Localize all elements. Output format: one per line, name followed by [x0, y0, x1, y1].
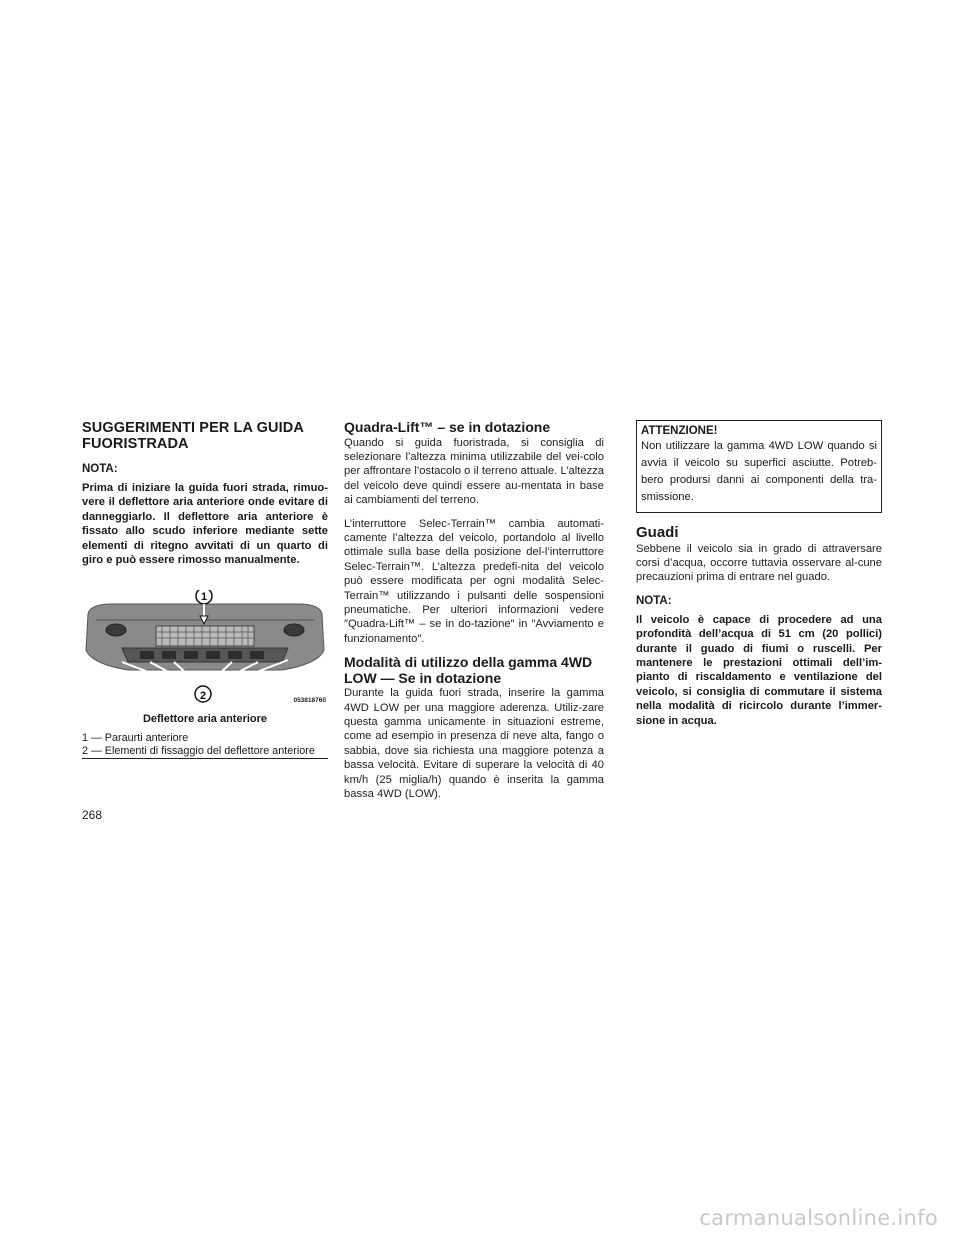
section-title-offroad: SUGGERIMENTI PER LA GUIDA FUORISTRADA	[82, 420, 304, 452]
column-left	[82, 420, 328, 759]
warning-title: ATTENZIONE!	[641, 425, 718, 437]
callout-1-label: 1	[200, 591, 208, 604]
legend-item: 2 — Elementi di fissaggio del deflettore anteriore	[82, 745, 315, 758]
front-air-dam-figure	[82, 590, 328, 710]
note-text: Il veicolo è capace di procedere ad una profondità dell’acqua di 51 cm (20 pollici) durante il guado di fiumi o ruscelli. Per mantenere le prestazioni ottimali dell’im-pianto di riscaldamento e ventilazione del veicolo, si consiglia di commutare il sistema nella modalità di ricircolo durante l’immer-sione in acqua.	[636, 613, 882, 727]
warning-box	[636, 420, 882, 513]
note-label: NOTA:	[82, 463, 118, 475]
warning-text: Non utilizzare la gamma 4WD LOW quando si avvia il veicolo su superfici asciutte. Potreb-bero prodursi danni ai componenti della tra-smissione.	[641, 440, 877, 503]
figure-legend	[82, 732, 328, 759]
figure-caption: Deflettore aria anteriore	[142, 713, 268, 726]
paragraph: L’interruttore Selec-Terrain™ cambia automati-camente l’altezza del veicolo, portandolo al livello ottimale sulla base della posizione del-l’interruttore Selec-Terrain™. L’altezza predefi-nita del veicolo può essere modificata per ogni modalità Selec-Terrain™ utilizzando i pulsanti delle sospensioni pneumatiche. Per ulteriori informazioni vedere ″Quadra-Lift™ – se in do-tazione″ in ″Avviamento e funzionamento″.	[344, 517, 604, 645]
callout-2-label: 2	[199, 690, 207, 703]
watermark: carmanualsonline.info	[699, 1206, 938, 1230]
section-title-quadra-lift: Quadra-Lift™ – se in dotazione	[344, 419, 551, 435]
column-middle	[344, 420, 604, 810]
front-air-dam-illustration	[82, 590, 328, 710]
paragraph: Sebbene il veicolo sia in grado di attraversare corsi d’acqua, occorre tuttavia osservare al-cune precauzioni prima di entrare nel guado.	[636, 542, 882, 584]
note-text: Prima di iniziare la guida fuori strada, rimuo-vere il deflettore aria anteriore onde evitare di danneggiarlo. Il deflettore aria anteriore è fissato allo scudo inferiore mediante sette elementi di ritegno avvitati di un quarto di giro e può essere rimosso manualmente.	[82, 482, 328, 567]
note-label: NOTA:	[636, 594, 672, 607]
section-title-guadi: Guadi	[636, 524, 679, 541]
figure-code: 053818760	[293, 697, 326, 705]
paragraph: Quando si guida fuoristrada, si consiglia di selezionare l’altezza minima utilizzabile del vei-colo per affrontare l’ostacolo o il terreno attuale. L’altezza del veicolo deve quindi essere au-mentata in base ai cambiamenti del terreno.	[344, 436, 604, 507]
page-number: 268	[82, 808, 103, 822]
column-right	[636, 420, 882, 728]
paragraph: Durante la guida fuori strada, inserire la gamma 4WD LOW per una maggiore aderenza. Utiliz-zare questa gamma unicamente in situazioni estreme, come ad esempio in presenza di neve alta, fango o sabbia, dove sia richiesta una maggiore potenza a bassa velocità. Evitare di superare la velocità di 40 km/h (25 miglia/h) quando è inserita la gamma bassa 4WD (LOW).	[344, 687, 604, 801]
legend-item: 1 — Paraurti anteriore	[82, 732, 189, 745]
section-title-4wd-low: Modalità di utilizzo della gamma 4WD LOW — Se in dotazione	[344, 654, 593, 686]
